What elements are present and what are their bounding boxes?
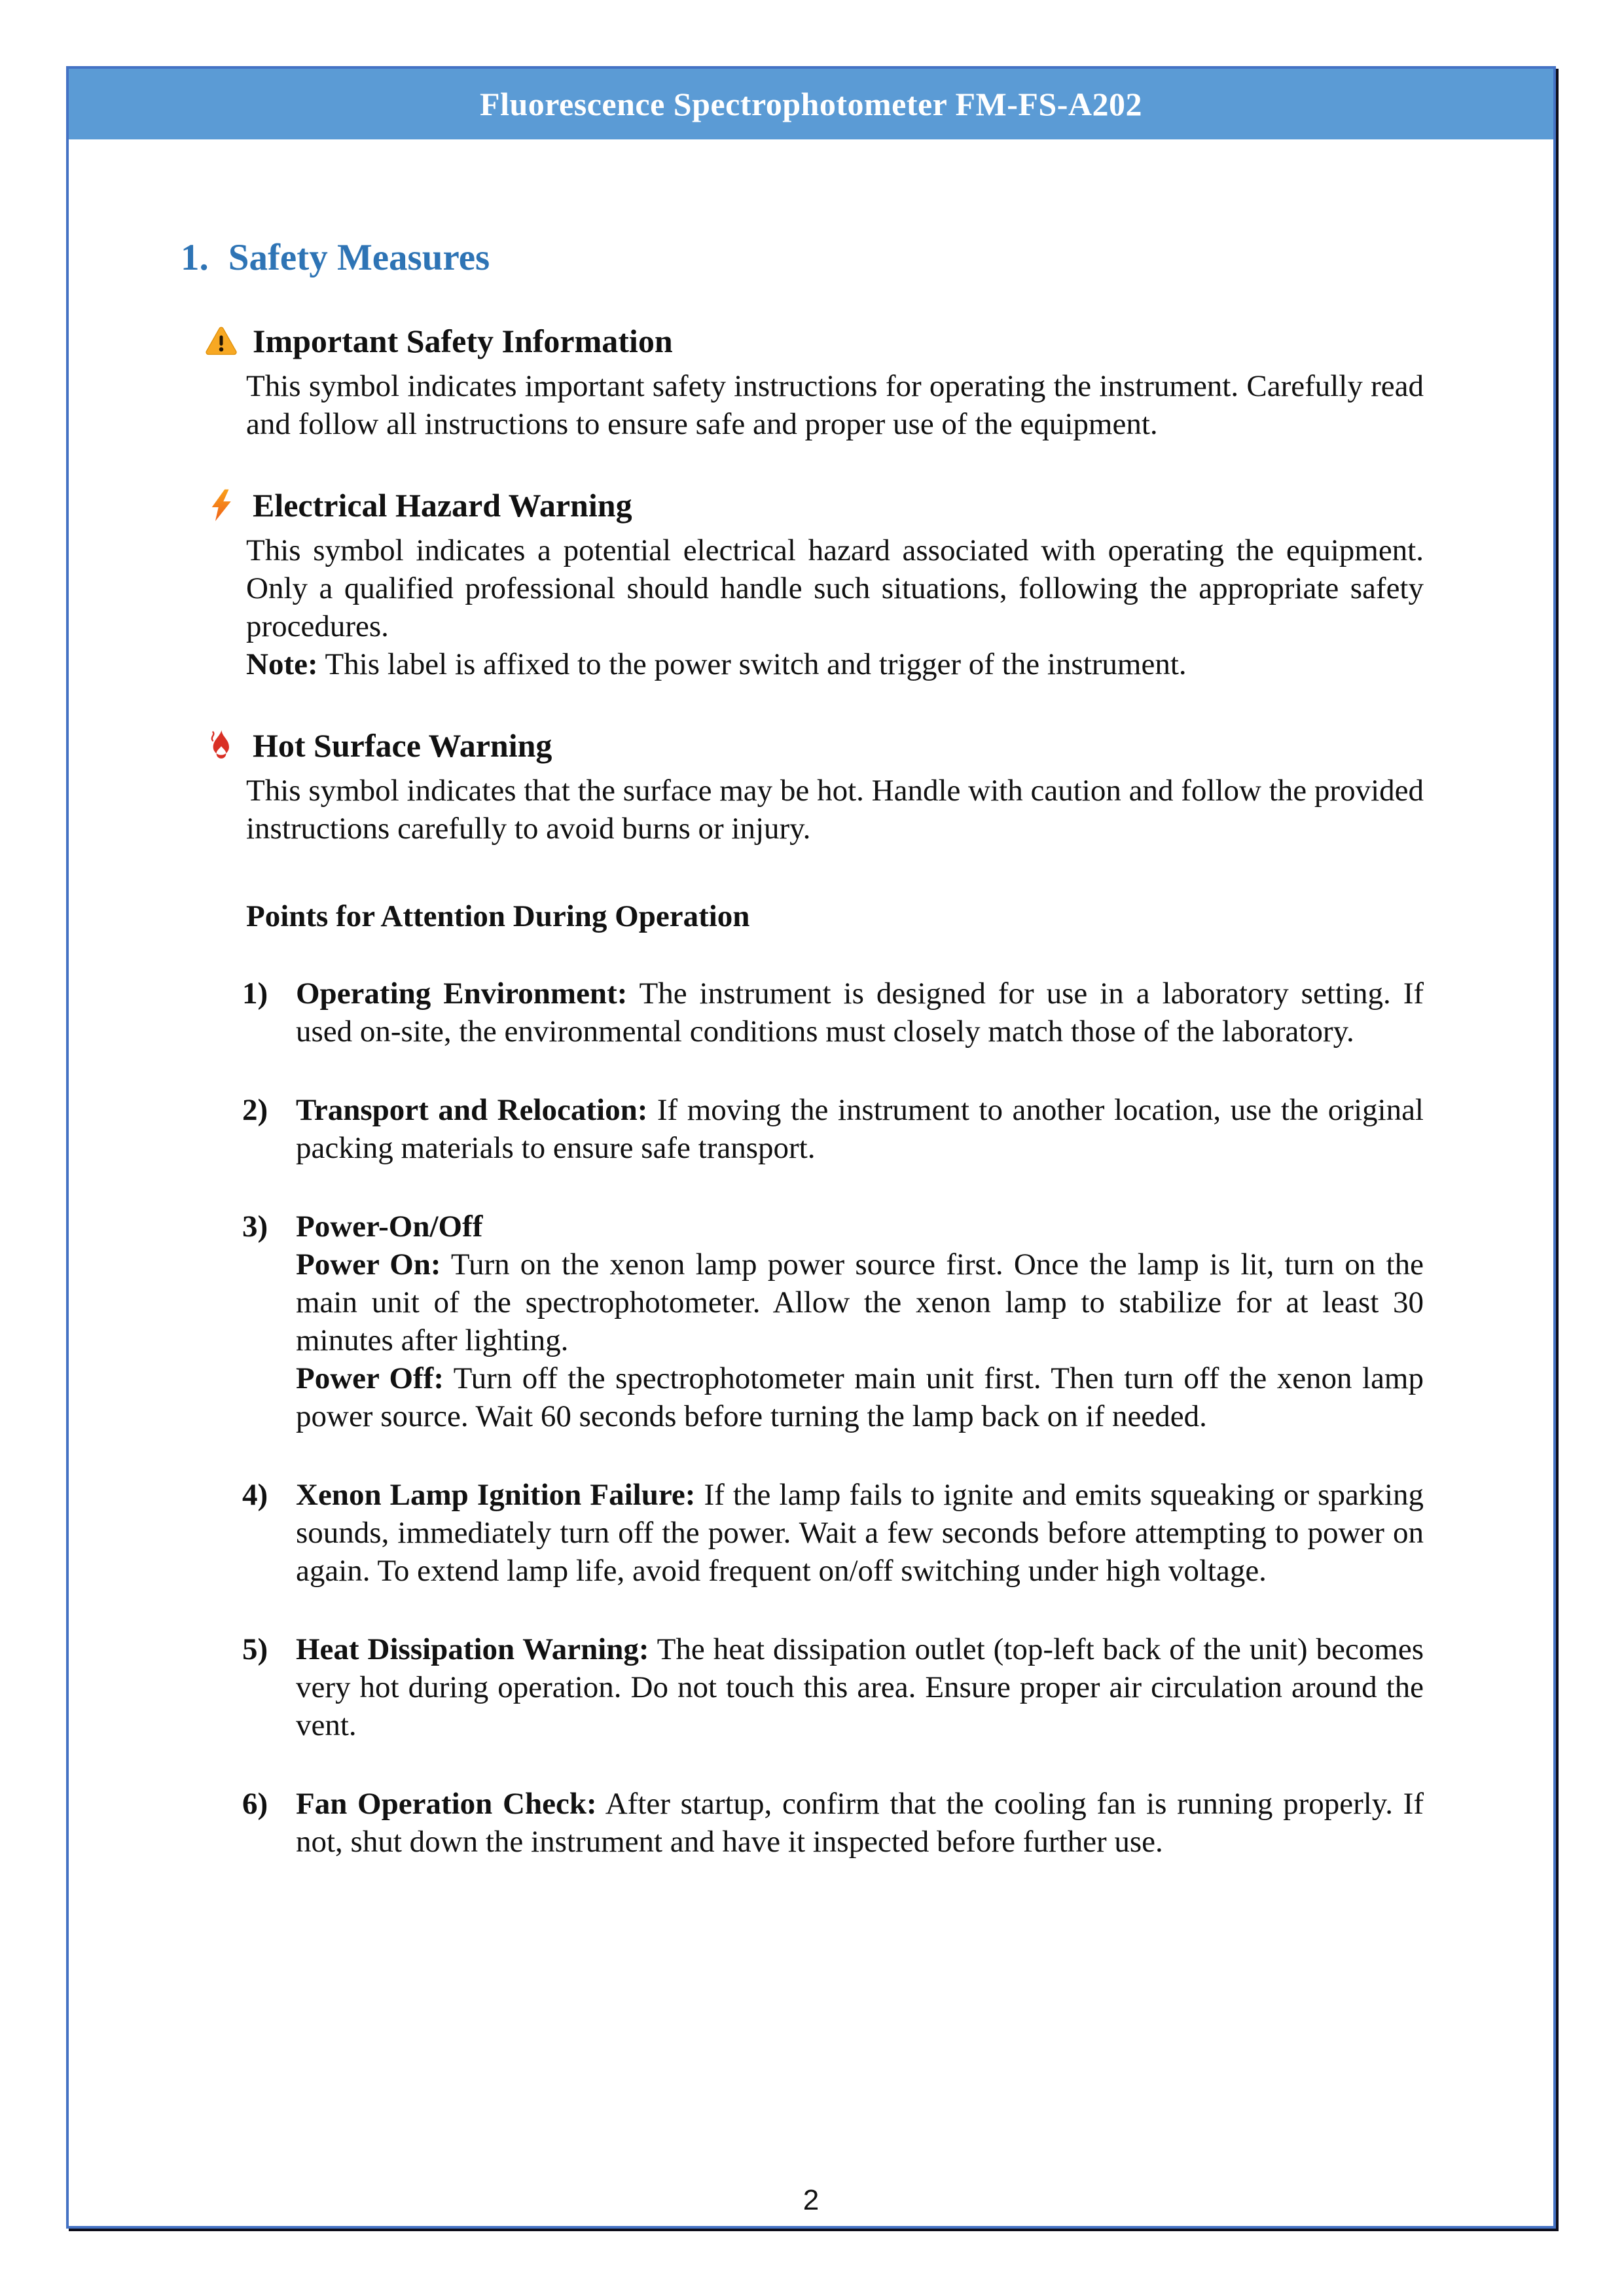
lightning-bolt-icon [204,488,238,522]
warning-paragraph: This symbol indicates that the surface may be hot. Handle with caution and follow the provided instructions carefully to avoid burns or injury. [246,773,1424,846]
warning-paragraph: This symbol indicates important safety instructions for operating the instrument. Carefully read and follow all instructions to ensure safe and proper use of the equipment. [246,368,1424,441]
item-number: 1) [242,976,268,1011]
list-item-5: 5) Heat Dissipation Warning: The heat dissipation outlet (top-left back of the unit) becomes very hot during operation. Do not touch this area. Ensure proper air circulation around the vent. [242,1630,1424,1744]
flame-icon [204,728,238,762]
power-off-paragraph: Power Off: Turn off the spectrophotometer main unit first. Then turn off the xenon lamp power source. Wait 60 seconds before turning the lamp back on if needed. [296,1361,1424,1433]
section-heading [181,238,1424,279]
power-on-paragraph: Power On: Turn on the xenon lamp power source first. Once the lamp is lit, turn on the main unit of the spectrophotometer. Allow the xenon lamp to stabilize for at least 30 minutes after lighting. [296,1247,1424,1357]
page-content [69,139,1553,1861]
points-heading: Points for Attention During Operation [246,899,750,933]
list-item-2: 2) Transport and Relocation: If moving the instrument to another location, use the original packing materials to ensure safe transport. [242,1091,1424,1167]
item-subheading: Power-On/Off [296,1209,483,1244]
section-title: Safety Measures [228,237,490,278]
list-item-1: 1) Operating Environment: The instrument is designed for use in a laboratory setting. If used on-site, the environmental conditions must closely match those of the laboratory. [242,975,1424,1050]
section-number: 1. [181,237,209,278]
item-number: 2) [242,1092,268,1127]
page-header [69,69,1553,139]
warning-title: Important Safety Information [253,322,673,359]
page-frame [66,66,1556,2229]
list-item-6: 6) Fan Operation Check: After startup, confirm that the cooling fan is running properly. If not, shut down the instrument and have it inspected before further use. [242,1785,1424,1861]
item-number: 3) [242,1209,268,1244]
warning-triangle-icon [204,324,238,358]
page-title: Fluorescence Spectrophotometer FM-FS-A202 [480,86,1142,122]
item-number: 6) [242,1786,268,1821]
warning-important-safety [181,323,1424,443]
note-label: Note: [246,647,318,681]
list-item-3 [242,1208,1424,1435]
warning-hot-surface [181,728,1424,848]
item-number: 5) [242,1632,268,1666]
warning-title: Electrical Hazard Warning [253,486,632,524]
page-number: 2 [803,2184,820,2216]
item-number: 4) [242,1477,268,1512]
warning-note: Note: This label is affixed to the power switch and trigger of the instrument. [246,647,1187,681]
list-item-4: 4) Xenon Lamp Ignition Failure: If the lamp fails to ignite and emits squeaking or sparking sounds, immediately turn off the power. Wait a few seconds before attempting to power on again. To extend lamp life, avoid frequent on/off switching under high voltage. [242,1476,1424,1590]
warning-electrical-hazard [181,488,1424,683]
warning-title: Hot Surface Warning [253,726,552,764]
warning-paragraph: This symbol indicates a potential electrical hazard associated with operating the equipment. Only a qualified professional should handle such situations, following the appropriate safety procedures. [246,533,1424,643]
